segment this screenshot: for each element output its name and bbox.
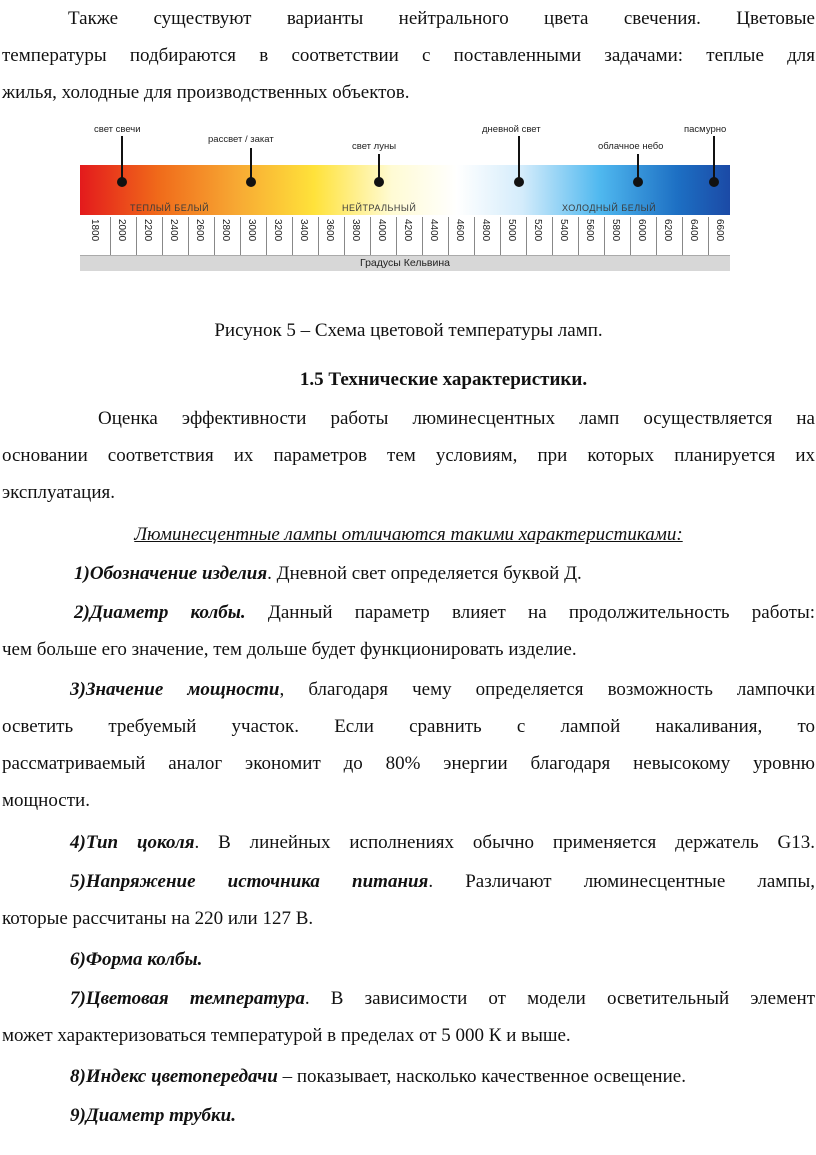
scale-tick-label: 5000	[506, 219, 517, 242]
pin-candle-dot	[117, 177, 127, 187]
scale-tick-label: 1800	[89, 219, 100, 242]
item-7-line-1: 7)Цветовая температура. В зависимости от модели осветительный элемент	[70, 988, 815, 1009]
para1-line-2: основании соответствия их параметров тем условиям, при которых планируется их	[2, 445, 815, 466]
kelvin-caption: Градусы Кельвина	[80, 256, 730, 271]
scale-tick-label: 3600	[324, 219, 335, 242]
scale-tick	[370, 217, 395, 255]
item-2-line-2: чем больше его значение, тем дольше будет функционировать изделие.	[2, 639, 577, 660]
scale-tick-label: 5600	[584, 219, 595, 242]
item-3-line-1: 3)Значение мощности, благодаря чему определяется возможность лампочки	[70, 679, 815, 700]
kelvin-scale	[80, 217, 730, 256]
scale-tick	[162, 217, 187, 255]
item-7-title: 7)Цветовая температура	[70, 988, 305, 1009]
scale-tick-label: 2400	[168, 219, 179, 242]
label-daylight: дневной свет	[482, 124, 541, 135]
scale-tick	[292, 217, 317, 255]
scale-tick-label: 2800	[220, 219, 231, 242]
scale-tick	[474, 217, 499, 255]
label-dawn: рассвет / закат	[208, 134, 274, 145]
item-3-line-3: рассматриваемый аналог экономит до 80% энергии благодаря невысокому уровню	[2, 753, 815, 774]
scale-tick	[578, 217, 603, 255]
scale-tick	[110, 217, 135, 255]
scale-tick	[240, 217, 265, 255]
scale-tick	[136, 217, 161, 255]
color-temperature-figure	[80, 120, 730, 272]
item-2-title: 2)Диаметр колбы.	[74, 602, 246, 623]
scale-tick	[526, 217, 551, 255]
scale-tick-label: 3000	[246, 219, 257, 242]
list-subtitle: Люминесцентные лампы отличаются такими характеристиками:	[134, 524, 683, 545]
band-cold: ХОЛОДНЫЙ БЕЛЫЙ	[562, 203, 657, 213]
pin-daylight-line	[518, 136, 520, 180]
item-9	[2, 1097, 815, 1134]
scale-tick	[188, 217, 213, 255]
pin-cloudy-dot	[633, 177, 643, 187]
scale-tick	[552, 217, 577, 255]
section-heading: 1.5 Технические характеристики.	[299, 369, 588, 390]
label-overcast: пасмурно	[684, 124, 727, 135]
figure-caption: Рисунок 5 – Схема цветовой температуры ламп.	[214, 320, 603, 341]
scale-tick-label: 3800	[350, 219, 361, 242]
scale-tick-label: 4200	[402, 219, 413, 242]
scale-tick	[344, 217, 369, 255]
intro-line-2: температуры подбираются в соответствии с поставленными задачами: теплые для	[2, 45, 815, 66]
scale-tick-label: 6600	[714, 219, 725, 242]
item-5-line-2: которые рассчитаны на 220 или 127 В.	[2, 908, 314, 929]
pin-overcast-dot	[709, 177, 719, 187]
pin-daylight-dot	[514, 177, 524, 187]
para1-line-1: Оценка эффективности работы люминесцентных ламп осуществляется на	[98, 408, 815, 429]
scale-tick-label: 2000	[116, 219, 127, 242]
scale-tick	[500, 217, 525, 255]
item-1-title: 1)Обозначение изделия	[74, 563, 268, 584]
scale-tick-label: 5200	[532, 219, 543, 242]
scale-tick	[422, 217, 447, 255]
scale-tick	[214, 217, 239, 255]
color-gradient-bar	[80, 165, 730, 215]
scale-tick	[682, 217, 707, 255]
pin-dawn-line	[250, 148, 252, 180]
scale-tick	[318, 217, 343, 255]
scale-tick	[656, 217, 681, 255]
item-1: 1)Обозначение изделия. Дневной свет определяется буквой Д.	[74, 563, 582, 584]
scale-tick-label: 6000	[636, 219, 647, 242]
para1-line-3: эксплуатация.	[2, 482, 115, 503]
scale-tick	[708, 217, 733, 255]
band-neutral: НЕЙТРАЛЬНЫЙ	[342, 203, 417, 213]
scale-tick	[604, 217, 629, 255]
scale-tick-label: 4000	[376, 219, 387, 242]
scale-tick	[84, 217, 108, 255]
intro-line-1: Также существуют варианты нейтрального цвета свечения. Цветовые	[68, 8, 815, 29]
pin-dawn-dot	[246, 177, 256, 187]
scale-tick-label: 4600	[454, 219, 465, 242]
item-6	[2, 941, 815, 978]
item-9-title: 9)Диаметр трубки.	[70, 1105, 236, 1126]
item-4-title: 4)Тип цоколя	[70, 832, 195, 853]
item-3-title: 3)Значение мощности	[70, 679, 280, 700]
scale-tick-label: 6400	[688, 219, 699, 242]
scale-tick-label: 4400	[428, 219, 439, 242]
item-8-title: 8)Индекс цветопередачи	[70, 1066, 278, 1087]
scale-tick-label: 3400	[298, 219, 309, 242]
label-cloudy: облачное небо	[598, 141, 664, 152]
pin-overcast-line	[713, 136, 715, 180]
scale-tick-label: 5400	[558, 219, 569, 242]
item-2-line-1: 2)Диаметр колбы. Данный параметр влияет на продолжительность работы:	[74, 602, 816, 623]
scale-tick	[396, 217, 421, 255]
label-candle: свет свечи	[94, 124, 141, 135]
item-6-title: 6)Форма колбы.	[70, 949, 203, 970]
item-5-title: 5)Напряжение источника питания	[70, 871, 429, 892]
scale-tick	[266, 217, 291, 255]
item-3-line-2: осветить требуемый участок. Если сравнить с лампой накаливания, то	[2, 716, 815, 737]
scale-tick-label: 4800	[480, 219, 491, 242]
item-7-line-2: может характеризоваться температурой в пределах от 5 000 К и выше.	[2, 1025, 571, 1046]
scale-tick-label: 6200	[662, 219, 673, 242]
scale-tick-label: 5800	[610, 219, 621, 242]
item-5-line-1: 5)Напряжение источника питания. Различают люминесцентные лампы,	[70, 871, 815, 892]
item-3-line-4: мощности.	[2, 790, 90, 811]
label-moon: свет луны	[352, 141, 397, 152]
pin-moon-dot	[374, 177, 384, 187]
scale-tick-label: 2200	[142, 219, 153, 242]
scale-tick	[448, 217, 473, 255]
item-4: 4)Тип цоколя. В линейных исполнениях обычно применяется держатель G13.	[70, 832, 815, 853]
intro-line-3: жилья, холодные для производственных объектов.	[2, 82, 410, 103]
scale-tick-label: 3200	[272, 219, 283, 242]
item-8: 8)Индекс цветопередачи – показывает, насколько качественное освещение.	[70, 1066, 686, 1087]
scale-tick	[630, 217, 655, 255]
pin-candle-line	[121, 136, 123, 180]
scale-tick-label: 2600	[194, 219, 205, 242]
band-warm: ТЕПЛЫЙ БЕЛЫЙ	[130, 203, 210, 213]
